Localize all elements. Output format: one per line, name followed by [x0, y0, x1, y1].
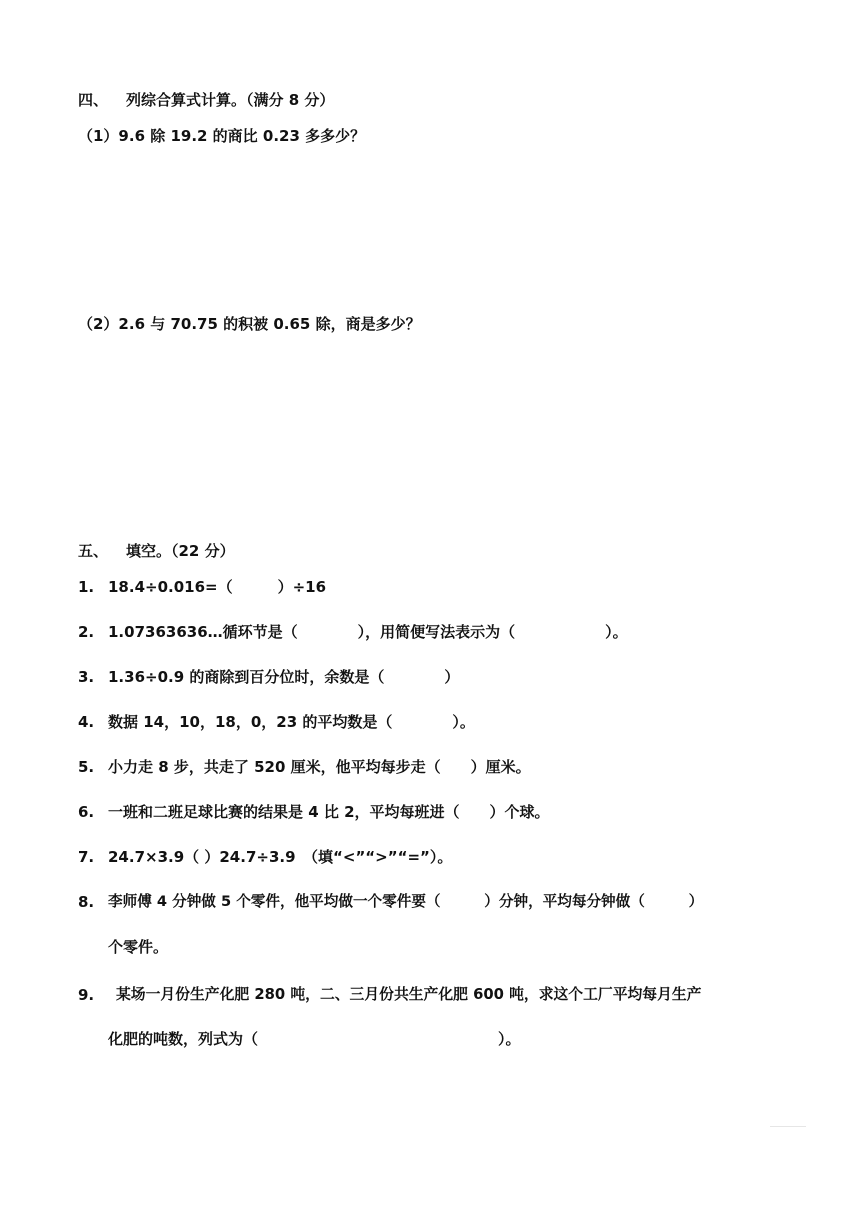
question-2: （2）2.6 与 70.75 的积被 0.65 除，商是多少？	[78, 315, 421, 333]
item-5-number: 5.	[78, 758, 95, 776]
item-3-text: 1.36÷0.9 的商除到百分位时，余数是（ ）	[108, 668, 460, 686]
item-4-text: 数据 14，10，18，0，23 的平均数是（ ）。	[108, 713, 475, 731]
item-8-number: 8.	[78, 893, 95, 911]
item-8-continuation: 个零件。	[108, 938, 169, 956]
item-9-continuation: 化肥的吨数，列式为（ ）。	[108, 1030, 521, 1048]
question-1: （1）9.6 除 19.2 的商比 0.23 多多少？	[78, 127, 366, 145]
section-4-title: 列综合算式计算。（满分 8 分）	[126, 91, 335, 109]
item-2-text: 1.07363636…循环节是（ ），用简便写法表示为（ ）。	[108, 623, 628, 641]
item-6-number: 6.	[78, 803, 95, 821]
item-3-number: 3.	[78, 668, 95, 686]
section-5-heading	[78, 541, 235, 561]
item-9-number: 9.	[78, 986, 95, 1004]
item-9-text: 某场一月份生产化肥 280 吨，二、三月份共生产化肥 600 吨，求这个工厂平均每月生产	[116, 986, 702, 1003]
section-5-number: 五、	[78, 542, 109, 560]
item-6-text: 一班和二班足球比赛的结果是 4 比 2，平均每班进（ ）个球。	[108, 803, 550, 821]
item-1-number: 1.	[78, 578, 95, 596]
item-8-text: 李师傅 4 分钟做 5 个零件，他平均做一个零件要（ ）分钟，平均每分钟做（ ）	[108, 893, 704, 910]
item-5-text: 小力走 8 步，共走了 520 厘米，他平均每步走（ ）厘米。	[108, 758, 531, 776]
scan-artifact-line	[770, 1126, 806, 1127]
section-4-heading	[78, 90, 334, 110]
item-4-number: 4.	[78, 713, 95, 731]
section-5-title: 填空。（22 分）	[126, 542, 235, 560]
item-2-number: 2.	[78, 623, 95, 641]
section-4-number: 四、	[78, 91, 109, 109]
item-1-text: 18.4÷0.016=（ ）÷16	[108, 578, 327, 596]
item-7-number: 7.	[78, 848, 95, 866]
item-7-text: 24.7×3.9（ ）24.7÷3.9 （填“<”“>”“=”）。	[108, 848, 453, 866]
